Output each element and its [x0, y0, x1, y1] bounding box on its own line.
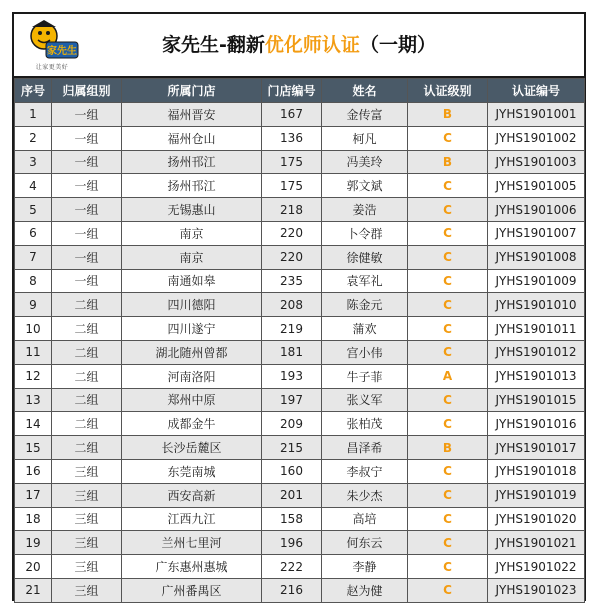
cell-no: 4	[15, 174, 52, 198]
cell-cert: JYHS1901012	[488, 340, 585, 364]
cell-no: 1	[15, 103, 52, 127]
cell-store-no: 220	[262, 245, 322, 269]
cell-group: 二组	[52, 388, 122, 412]
cell-cert: JYHS1901020	[488, 507, 585, 531]
cell-no: 10	[15, 317, 52, 341]
cell-name: 何东云	[322, 531, 408, 555]
cell-store: 四川遂宁	[122, 317, 262, 341]
cell-cert: JYHS1901023	[488, 578, 585, 602]
cell-store-no: 158	[262, 507, 322, 531]
table-row	[15, 198, 585, 222]
cell-group: 二组	[52, 412, 122, 436]
cell-name: 金传富	[322, 103, 408, 127]
cell-store: 福州仓山	[122, 126, 262, 150]
cell-level: C	[408, 317, 488, 341]
cell-store-no: 218	[262, 198, 322, 222]
cell-name: 郭文斌	[322, 174, 408, 198]
cell-cert: JYHS1901006	[488, 198, 585, 222]
cell-no: 18	[15, 507, 52, 531]
cell-level: C	[408, 293, 488, 317]
cell-cert: JYHS1901021	[488, 531, 585, 555]
cell-store-no: 160	[262, 459, 322, 483]
cell-store-no: 222	[262, 555, 322, 579]
cell-group: 一组	[52, 174, 122, 198]
logo-text: 家先生	[47, 46, 77, 57]
cell-group: 一组	[52, 126, 122, 150]
cell-store: 湖北随州曾都	[122, 340, 262, 364]
cell-no: 16	[15, 459, 52, 483]
table-row	[15, 555, 585, 579]
cell-name: 张义军	[322, 388, 408, 412]
cell-cert: JYHS1901018	[488, 459, 585, 483]
cell-cert: JYHS1901015	[488, 388, 585, 412]
cell-store: 郑州中原	[122, 388, 262, 412]
cell-group: 一组	[52, 221, 122, 245]
cell-name: 李静	[322, 555, 408, 579]
cell-level: C	[408, 245, 488, 269]
cell-no: 19	[15, 531, 52, 555]
cell-group: 二组	[52, 317, 122, 341]
col-header-no: 序号	[15, 79, 52, 103]
cell-store: 东莞南城	[122, 459, 262, 483]
cell-cert: JYHS1901019	[488, 483, 585, 507]
cell-group: 一组	[52, 245, 122, 269]
cell-store-no: 175	[262, 150, 322, 174]
cell-group: 三组	[52, 507, 122, 531]
cell-no: 6	[15, 221, 52, 245]
cell-store-no: 215	[262, 436, 322, 460]
cell-cert: JYHS1901005	[488, 174, 585, 198]
cell-store-no: 175	[262, 174, 322, 198]
col-header-store-no: 门店编号	[262, 79, 322, 103]
cell-no: 3	[15, 150, 52, 174]
cell-store: 广州番禺区	[122, 578, 262, 602]
cell-name: 徐健敏	[322, 245, 408, 269]
cell-no: 5	[15, 198, 52, 222]
cell-cert: JYHS1901016	[488, 412, 585, 436]
cell-store: 江西九江	[122, 507, 262, 531]
cell-name: 赵为健	[322, 578, 408, 602]
cell-group: 三组	[52, 531, 122, 555]
cell-name: 宫小伟	[322, 340, 408, 364]
cell-store-no: 196	[262, 531, 322, 555]
cell-level: C	[408, 555, 488, 579]
certification-sheet	[12, 12, 586, 601]
cell-group: 二组	[52, 340, 122, 364]
cell-store: 南京	[122, 245, 262, 269]
cell-store: 西安高新	[122, 483, 262, 507]
cell-no: 20	[15, 555, 52, 579]
cell-store-no: 209	[262, 412, 322, 436]
cell-group: 一组	[52, 150, 122, 174]
cell-cert: JYHS1901022	[488, 555, 585, 579]
cell-cert: JYHS1901007	[488, 221, 585, 245]
cell-group: 一组	[52, 103, 122, 127]
sheet-header	[14, 14, 584, 78]
cell-name: 卜令群	[322, 221, 408, 245]
cell-store: 长沙岳麓区	[122, 436, 262, 460]
cell-store-no: 136	[262, 126, 322, 150]
cell-level: C	[408, 198, 488, 222]
cell-store: 河南洛阳	[122, 364, 262, 388]
cell-level: B	[408, 103, 488, 127]
cell-level: A	[408, 364, 488, 388]
col-header-group: 归属组别	[52, 79, 122, 103]
cell-store-no: 235	[262, 269, 322, 293]
cell-store: 成都金牛	[122, 412, 262, 436]
cell-name: 牛子菲	[322, 364, 408, 388]
table-row	[15, 531, 585, 555]
col-header-level: 认证级别	[408, 79, 488, 103]
title-suffix: （一期）	[359, 34, 436, 56]
cell-level: C	[408, 483, 488, 507]
table-row	[15, 436, 585, 460]
cell-group: 一组	[52, 269, 122, 293]
cell-store-no: 197	[262, 388, 322, 412]
title-highlight: 优化师认证	[264, 34, 360, 56]
cell-no: 13	[15, 388, 52, 412]
cell-no: 15	[15, 436, 52, 460]
cell-name: 张柏茂	[322, 412, 408, 436]
table-header-row	[15, 79, 585, 103]
cell-level: C	[408, 459, 488, 483]
cell-store: 福州晋安	[122, 103, 262, 127]
cell-group: 一组	[52, 198, 122, 222]
cell-name: 袁军礼	[322, 269, 408, 293]
cell-store-no: 201	[262, 483, 322, 507]
cell-name: 朱少杰	[322, 483, 408, 507]
cell-level: B	[408, 150, 488, 174]
cell-group: 三组	[52, 578, 122, 602]
col-header-name: 姓名	[322, 79, 408, 103]
cell-level: C	[408, 578, 488, 602]
col-header-store: 所属门店	[122, 79, 262, 103]
table-row	[15, 364, 585, 388]
cell-store: 南京	[122, 221, 262, 245]
cell-cert: JYHS1901011	[488, 317, 585, 341]
cell-group: 二组	[52, 293, 122, 317]
cell-name: 蒲欢	[322, 317, 408, 341]
col-header-cert: 认证编号	[488, 79, 585, 103]
cell-group: 三组	[52, 483, 122, 507]
cell-store-no: 208	[262, 293, 322, 317]
title-main: 家先生-翻新	[162, 34, 265, 56]
cell-level: C	[408, 412, 488, 436]
cell-no: 14	[15, 412, 52, 436]
cell-level: C	[408, 340, 488, 364]
cell-store: 扬州邗江	[122, 174, 262, 198]
cell-level: C	[408, 507, 488, 531]
cell-store-no: 216	[262, 578, 322, 602]
cell-cert: JYHS1901009	[488, 269, 585, 293]
cell-group: 二组	[52, 436, 122, 460]
cell-name: 冯美玲	[322, 150, 408, 174]
cell-store-no: 181	[262, 340, 322, 364]
cell-no: 11	[15, 340, 52, 364]
cell-level: C	[408, 221, 488, 245]
cell-level: C	[408, 531, 488, 555]
table-row	[15, 459, 585, 483]
table-row	[15, 269, 585, 293]
cell-level: C	[408, 388, 488, 412]
cell-level: C	[408, 174, 488, 198]
cell-group: 三组	[52, 459, 122, 483]
cell-store: 四川德阳	[122, 293, 262, 317]
table-row	[15, 103, 585, 127]
page-title	[14, 14, 584, 76]
cell-level: C	[408, 126, 488, 150]
cell-no: 9	[15, 293, 52, 317]
cell-cert: JYHS1901002	[488, 126, 585, 150]
table-row	[15, 483, 585, 507]
cell-cert: JYHS1901008	[488, 245, 585, 269]
table-body	[15, 103, 585, 603]
cell-no: 7	[15, 245, 52, 269]
cell-store: 广东惠州惠城	[122, 555, 262, 579]
cell-level: B	[408, 436, 488, 460]
table-row	[15, 221, 585, 245]
cell-group: 二组	[52, 364, 122, 388]
table-row	[15, 174, 585, 198]
table-row	[15, 126, 585, 150]
table-row	[15, 245, 585, 269]
cell-store: 兰州七里河	[122, 531, 262, 555]
table-row	[15, 293, 585, 317]
cell-cert: JYHS1901013	[488, 364, 585, 388]
table-row	[15, 150, 585, 174]
cell-no: 2	[15, 126, 52, 150]
certification-table	[14, 78, 585, 603]
cell-name: 昌泽希	[322, 436, 408, 460]
cell-store-no: 193	[262, 364, 322, 388]
cell-store: 无锡惠山	[122, 198, 262, 222]
cell-no: 17	[15, 483, 52, 507]
cell-name: 柯凡	[322, 126, 408, 150]
cell-cert: JYHS1901017	[488, 436, 585, 460]
cell-store-no: 167	[262, 103, 322, 127]
cell-cert: JYHS1901003	[488, 150, 585, 174]
table-row	[15, 340, 585, 364]
cell-group: 三组	[52, 555, 122, 579]
cell-name: 姜浩	[322, 198, 408, 222]
table-row	[15, 412, 585, 436]
cell-cert: JYHS1901010	[488, 293, 585, 317]
cell-store: 南通如皋	[122, 269, 262, 293]
cell-name: 陈金元	[322, 293, 408, 317]
cell-name: 李叔宁	[322, 459, 408, 483]
cell-no: 21	[15, 578, 52, 602]
table-row	[15, 578, 585, 602]
table-row	[15, 317, 585, 341]
table-row	[15, 507, 585, 531]
logo-caption: 让家更美好	[35, 64, 69, 71]
cell-store-no: 219	[262, 317, 322, 341]
cell-store: 扬州邗江	[122, 150, 262, 174]
cell-no: 8	[15, 269, 52, 293]
cell-level: C	[408, 269, 488, 293]
table-row	[15, 388, 585, 412]
cell-store-no: 220	[262, 221, 322, 245]
cell-cert: JYHS1901001	[488, 103, 585, 127]
cell-name: 高培	[322, 507, 408, 531]
cell-no: 12	[15, 364, 52, 388]
